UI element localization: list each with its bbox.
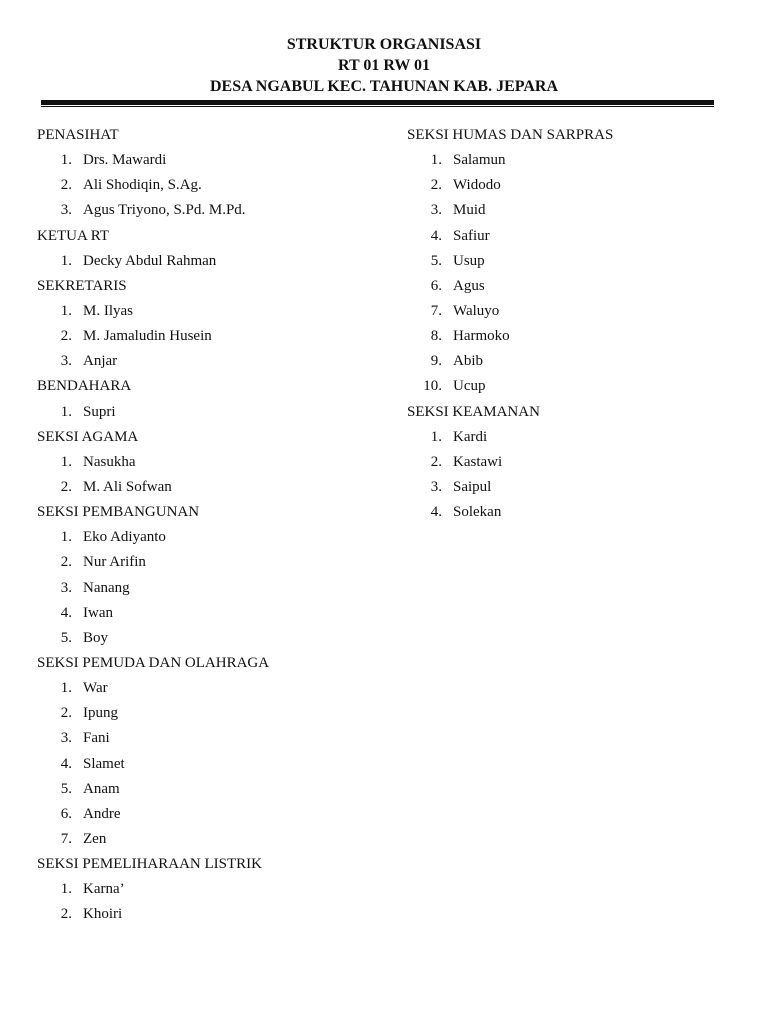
member-number: 7. bbox=[430, 302, 442, 319]
member-name: Karna’ bbox=[83, 881, 125, 898]
member-number: 2. bbox=[60, 554, 72, 571]
member-number: 3. bbox=[60, 730, 72, 747]
member-list-item bbox=[37, 601, 387, 626]
member-list-item bbox=[37, 827, 387, 852]
member-name: Anam bbox=[83, 780, 120, 797]
member-list-item bbox=[37, 676, 387, 701]
member-name: Widodo bbox=[453, 177, 501, 194]
member-number: 3. bbox=[60, 353, 72, 370]
member-name: Kastawi bbox=[453, 453, 503, 470]
member-list-item bbox=[37, 173, 387, 198]
member-name: Abib bbox=[453, 353, 483, 370]
member-name: M. Ilyas bbox=[83, 302, 133, 319]
member-name: M. Jamaludin Husein bbox=[83, 328, 212, 345]
member-list-item bbox=[407, 450, 737, 475]
member-name: Boy bbox=[83, 629, 109, 646]
member-name: Nur Arifin bbox=[83, 554, 146, 571]
member-name: Ali Shodiqin, S.Ag. bbox=[83, 177, 202, 194]
member-number: 1. bbox=[60, 529, 72, 546]
member-name: Iwan bbox=[83, 604, 113, 621]
member-number: 2. bbox=[60, 177, 72, 194]
section-title-seksi-agama: SEKSI AGAMA bbox=[37, 428, 139, 445]
member-number: 1. bbox=[60, 453, 72, 470]
member-name: Saipul bbox=[453, 478, 492, 495]
member-number: 5. bbox=[60, 629, 72, 646]
section-title-bendahara: BENDAHARA bbox=[37, 378, 132, 395]
header-divider-thick bbox=[41, 100, 714, 105]
member-name: Waluyo bbox=[453, 302, 500, 319]
member-number: 10. bbox=[423, 378, 442, 395]
member-name: Eko Adiyanto bbox=[83, 529, 166, 546]
member-number: 5. bbox=[430, 252, 442, 269]
member-number: 1. bbox=[430, 428, 442, 445]
member-list-item bbox=[37, 802, 387, 827]
member-list-item bbox=[37, 902, 387, 927]
member-number: 1. bbox=[430, 152, 442, 169]
member-list-item bbox=[37, 525, 387, 550]
member-name: Khoiri bbox=[83, 906, 123, 923]
member-list-item bbox=[37, 576, 387, 601]
member-name: Nasukha bbox=[83, 453, 136, 470]
member-list-item bbox=[37, 626, 387, 651]
member-list-item bbox=[407, 500, 737, 525]
member-name: Agus bbox=[453, 277, 485, 294]
member-number: 2. bbox=[430, 453, 442, 470]
member-number: 4. bbox=[60, 755, 72, 772]
member-number: 3. bbox=[430, 202, 442, 219]
member-number: 4. bbox=[60, 604, 72, 621]
member-name: Anjar bbox=[83, 353, 118, 370]
member-name: Salamun bbox=[453, 152, 506, 169]
member-name: Agus Triyono, S.Pd. M.Pd. bbox=[83, 202, 246, 219]
member-list-item bbox=[37, 148, 387, 173]
member-name: Nanang bbox=[83, 579, 130, 596]
member-list-item bbox=[37, 877, 387, 902]
member-list-item bbox=[407, 274, 737, 299]
member-name: Drs. Mawardi bbox=[83, 152, 167, 169]
member-number: 4. bbox=[430, 227, 442, 244]
member-list-item bbox=[37, 777, 387, 802]
member-list-item bbox=[407, 224, 737, 249]
member-name: Decky Abdul Rahman bbox=[83, 252, 217, 269]
document-header bbox=[0, 34, 768, 97]
member-list-item bbox=[37, 726, 387, 751]
member-number: 7. bbox=[60, 830, 72, 847]
member-list-item bbox=[37, 701, 387, 726]
member-number: 2. bbox=[60, 478, 72, 495]
member-name: Ucup bbox=[453, 378, 486, 395]
member-number: 2. bbox=[60, 906, 72, 923]
document-subtitle-location: DESA NGABUL KEC. TAHUNAN KAB. JEPARA bbox=[209, 78, 559, 95]
right-column bbox=[407, 123, 737, 525]
member-list-item bbox=[37, 475, 387, 500]
header-divider-thin bbox=[41, 106, 714, 107]
member-list-item bbox=[37, 349, 387, 374]
member-number: 1. bbox=[60, 302, 72, 319]
member-list-item bbox=[407, 148, 737, 173]
member-list-item bbox=[407, 198, 737, 223]
section-title-seksi-pemeliharaan-listrik: SEKSI PEMELIHARAAN LISTRIK bbox=[37, 856, 262, 873]
member-number: 1. bbox=[60, 403, 72, 420]
member-number: 1. bbox=[60, 152, 72, 169]
member-list-item bbox=[37, 324, 387, 349]
section-title-sekretaris: SEKRETARIS bbox=[37, 277, 127, 294]
member-number: 3. bbox=[60, 579, 72, 596]
member-name: Ipung bbox=[83, 705, 118, 722]
member-name: Zen bbox=[83, 830, 107, 847]
section-title-ketua-rt: KETUA RT bbox=[37, 227, 110, 244]
section-title-penasihat: PENASIHAT bbox=[37, 127, 119, 143]
member-list-item bbox=[407, 475, 737, 500]
member-name: Supri bbox=[83, 403, 116, 420]
member-name: Solekan bbox=[453, 504, 502, 521]
member-number: 1. bbox=[60, 881, 72, 898]
member-name: Slamet bbox=[83, 755, 125, 772]
member-name: War bbox=[83, 680, 108, 697]
member-name: Usup bbox=[453, 252, 485, 269]
member-number: 1. bbox=[60, 680, 72, 697]
member-name: M. Ali Sofwan bbox=[83, 478, 172, 495]
member-list-item bbox=[37, 550, 387, 575]
member-list-item bbox=[37, 299, 387, 324]
member-list-item bbox=[407, 173, 737, 198]
member-list-item bbox=[37, 198, 387, 223]
member-number: 1. bbox=[60, 252, 72, 269]
member-number: 2. bbox=[430, 177, 442, 194]
document-subtitle-rt-rw: RT 01 RW 01 bbox=[337, 57, 431, 74]
member-list-item bbox=[37, 752, 387, 777]
section-title-seksi-humas-dan-sarpras: SEKSI HUMAS DAN SARPRAS bbox=[407, 127, 614, 143]
member-number: 6. bbox=[430, 277, 442, 294]
member-list-item bbox=[407, 349, 737, 374]
section-title-seksi-pemuda-dan-olahraga: SEKSI PEMUDA DAN OLAHRAGA bbox=[37, 654, 270, 671]
member-name: Kardi bbox=[453, 428, 488, 445]
member-name: Harmoko bbox=[453, 328, 510, 345]
member-list-item bbox=[407, 425, 737, 450]
section-title-seksi-keamanan: SEKSI KEAMANAN bbox=[407, 403, 540, 420]
section-title-seksi-pembangunan: SEKSI PEMBANGUNAN bbox=[37, 504, 200, 521]
member-number: 5. bbox=[60, 780, 72, 797]
member-list-item bbox=[37, 450, 387, 475]
member-list-item bbox=[407, 374, 737, 399]
member-name: Safiur bbox=[453, 227, 490, 244]
member-name: Fani bbox=[83, 730, 110, 747]
member-number: 4. bbox=[430, 504, 442, 521]
member-number: 8. bbox=[430, 328, 442, 345]
member-number: 3. bbox=[60, 202, 72, 219]
member-number: 2. bbox=[60, 328, 72, 345]
member-number: 2. bbox=[60, 705, 72, 722]
member-list-item bbox=[37, 400, 387, 425]
member-list-item bbox=[407, 324, 737, 349]
member-number: 9. bbox=[430, 353, 442, 370]
member-list-item bbox=[407, 249, 737, 274]
document-title: STRUKTUR ORGANISASI bbox=[286, 36, 482, 53]
member-list-item bbox=[407, 299, 737, 324]
left-column bbox=[37, 123, 387, 928]
member-name: Muid bbox=[453, 202, 486, 219]
member-list-item bbox=[37, 249, 387, 274]
member-number: 6. bbox=[60, 805, 72, 822]
member-name: Andre bbox=[83, 805, 121, 822]
member-number: 3. bbox=[430, 478, 442, 495]
